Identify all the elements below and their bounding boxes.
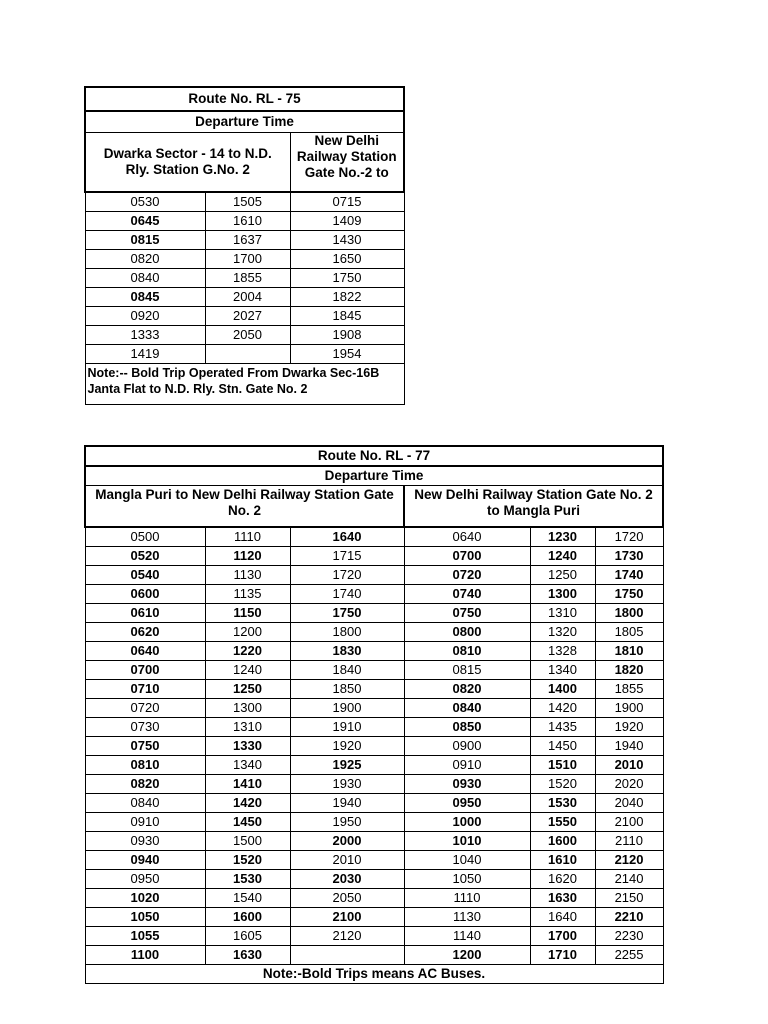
time-cell: 1800 <box>595 604 663 623</box>
time-cell: 1530 <box>530 794 595 813</box>
time-cell: 0840 <box>85 269 205 288</box>
time-cell: 1540 <box>205 889 290 908</box>
time-cell: 1020 <box>85 889 205 908</box>
time-cell: 0840 <box>404 699 530 718</box>
table-row <box>85 737 663 756</box>
table-row <box>85 718 663 737</box>
rl77-rows <box>85 527 663 965</box>
table-row <box>85 192 404 212</box>
rl77-note: Note:-Bold Trips means AC Buses. <box>85 965 663 984</box>
time-cell: 1550 <box>530 813 595 832</box>
time-cell: 1520 <box>205 851 290 870</box>
time-cell: 1230 <box>530 527 595 547</box>
table-row <box>85 326 404 345</box>
rl75-direction-2 <box>290 133 404 193</box>
time-cell: 1610 <box>530 851 595 870</box>
time-cell: 0810 <box>85 756 205 775</box>
time-cell: 1715 <box>290 547 404 566</box>
time-cell: 1845 <box>290 307 404 326</box>
time-cell: 0540 <box>85 566 205 585</box>
time-cell: 1800 <box>290 623 404 642</box>
time-cell: 2100 <box>290 908 404 927</box>
table-row <box>85 623 663 642</box>
time-cell: 0720 <box>404 566 530 585</box>
time-cell: 1040 <box>404 851 530 870</box>
time-cell: 1805 <box>595 623 663 642</box>
time-cell: 1333 <box>85 326 205 345</box>
time-cell: 1630 <box>205 946 290 965</box>
table-row <box>85 775 663 794</box>
time-cell: 1630 <box>530 889 595 908</box>
time-cell: 1140 <box>404 927 530 946</box>
rl77-foot <box>85 965 663 984</box>
table-row <box>85 870 663 889</box>
time-cell <box>290 946 404 965</box>
time-cell: 2050 <box>205 326 290 345</box>
time-cell: 1900 <box>595 699 663 718</box>
time-cell: 1310 <box>205 718 290 737</box>
time-cell: 1600 <box>530 832 595 851</box>
time-cell: 2140 <box>595 870 663 889</box>
time-cell: 1409 <box>290 212 404 231</box>
time-cell: 0950 <box>404 794 530 813</box>
time-cell: 0810 <box>404 642 530 661</box>
time-cell: 1010 <box>404 832 530 851</box>
time-cell: 0710 <box>85 680 205 699</box>
time-cell: 1637 <box>205 231 290 250</box>
time-cell: 0750 <box>404 604 530 623</box>
time-cell: 1900 <box>290 699 404 718</box>
time-cell: 0840 <box>85 794 205 813</box>
table-row <box>85 566 663 585</box>
time-cell: 0910 <box>404 756 530 775</box>
time-cell: 2120 <box>595 851 663 870</box>
time-cell: 1530 <box>205 870 290 889</box>
rl75-body <box>85 87 404 192</box>
time-cell: 1250 <box>530 566 595 585</box>
time-cell: 1320 <box>530 623 595 642</box>
rl75-title: Route No. RL - 75 <box>85 87 404 111</box>
time-cell: 1750 <box>290 269 404 288</box>
time-cell: 1135 <box>205 585 290 604</box>
time-cell: 1328 <box>530 642 595 661</box>
rl77-subtitle: Departure Time <box>85 466 663 486</box>
time-cell: 0700 <box>404 547 530 566</box>
time-cell: 1730 <box>595 547 663 566</box>
table-row <box>85 680 663 699</box>
time-cell: 1620 <box>530 870 595 889</box>
time-cell: 0820 <box>404 680 530 699</box>
time-cell: 1930 <box>290 775 404 794</box>
time-cell: 0815 <box>85 231 205 250</box>
rl77-direction-2: New Delhi Railway Station Gate No. 2 to Mangla Puri <box>404 486 663 528</box>
time-cell: 1810 <box>595 642 663 661</box>
time-cell: 0500 <box>85 527 205 547</box>
time-cell: 2040 <box>595 794 663 813</box>
time-cell: 1908 <box>290 326 404 345</box>
time-cell: 1750 <box>290 604 404 623</box>
time-cell: 2004 <box>205 288 290 307</box>
rl75-note: Note:-- Bold Trip Operated From Dwarka Sec-16B Janta Flat to N.D. Rly. Stn. Gate No. 2 <box>85 364 404 405</box>
time-cell: 1520 <box>530 775 595 794</box>
time-cell: 1820 <box>595 661 663 680</box>
time-cell: 1720 <box>290 566 404 585</box>
time-cell: 0930 <box>85 832 205 851</box>
table-row <box>85 604 663 623</box>
table-row <box>85 288 404 307</box>
table-row <box>85 851 663 870</box>
time-cell: 1430 <box>290 231 404 250</box>
time-cell: 0645 <box>85 212 205 231</box>
time-cell: 2255 <box>595 946 663 965</box>
table-row <box>85 345 404 364</box>
time-cell: 1950 <box>290 813 404 832</box>
time-cell: 1740 <box>290 585 404 604</box>
time-cell: 0620 <box>85 623 205 642</box>
table-row <box>85 661 663 680</box>
time-cell: 1240 <box>205 661 290 680</box>
time-cell: 1850 <box>290 680 404 699</box>
time-cell: 1300 <box>205 699 290 718</box>
table-row <box>85 642 663 661</box>
time-cell: 0715 <box>290 192 404 212</box>
time-cell: 1500 <box>205 832 290 851</box>
time-cell: 0950 <box>85 870 205 889</box>
table-row <box>85 756 663 775</box>
table-row <box>85 585 663 604</box>
time-cell: 2020 <box>595 775 663 794</box>
time-cell: 1720 <box>595 527 663 547</box>
rl75-direction-1: Dwarka Sector - 14 to N.D. Rly. Station G.No. 2 <box>85 133 290 193</box>
table-row <box>85 832 663 851</box>
table-row <box>85 547 663 566</box>
time-cell: 0740 <box>404 585 530 604</box>
time-cell: 1450 <box>205 813 290 832</box>
table-row <box>85 212 404 231</box>
time-cell: 1650 <box>290 250 404 269</box>
time-cell: 0900 <box>404 737 530 756</box>
time-cell: 0610 <box>85 604 205 623</box>
table-row <box>85 699 663 718</box>
table-row <box>85 813 663 832</box>
time-cell: 1830 <box>290 642 404 661</box>
time-cell: 1419 <box>85 345 205 364</box>
time-cell: 0720 <box>85 699 205 718</box>
time-cell: 2010 <box>290 851 404 870</box>
time-cell: 1855 <box>595 680 663 699</box>
time-cell: 0820 <box>85 250 205 269</box>
time-cell: 1605 <box>205 927 290 946</box>
time-cell: 1920 <box>595 718 663 737</box>
time-cell: 0800 <box>404 623 530 642</box>
time-cell: 2100 <box>595 813 663 832</box>
time-cell: 1330 <box>205 737 290 756</box>
time-cell: 1954 <box>290 345 404 364</box>
time-cell: 1700 <box>530 927 595 946</box>
table-row <box>85 794 663 813</box>
time-cell: 1240 <box>530 547 595 566</box>
table-row <box>85 527 663 547</box>
route-rl75-table <box>84 86 405 405</box>
time-cell: 0815 <box>404 661 530 680</box>
time-cell: 1610 <box>205 212 290 231</box>
time-cell: 1710 <box>530 946 595 965</box>
time-cell: 1420 <box>205 794 290 813</box>
table-row <box>85 269 404 288</box>
time-cell: 0640 <box>404 527 530 547</box>
time-cell: 0910 <box>85 813 205 832</box>
table-row <box>85 946 663 965</box>
route-rl77-table <box>84 445 664 984</box>
time-cell: 2230 <box>595 927 663 946</box>
table-row <box>85 889 663 908</box>
time-cell: 1640 <box>530 908 595 927</box>
rl77-direction-1: Mangla Puri to New Delhi Railway Station Gate No. 2 <box>85 486 404 528</box>
time-cell: 0700 <box>85 661 205 680</box>
time-cell: 1130 <box>404 908 530 927</box>
time-cell: 0850 <box>404 718 530 737</box>
rl75-foot <box>85 364 404 405</box>
time-cell: 1410 <box>205 775 290 794</box>
table-row <box>85 250 404 269</box>
time-cell: 1435 <box>530 718 595 737</box>
time-cell: 1000 <box>404 813 530 832</box>
time-cell: 2150 <box>595 889 663 908</box>
table-row <box>85 908 663 927</box>
time-cell: 2027 <box>205 307 290 326</box>
time-cell: 1200 <box>404 946 530 965</box>
time-cell: 1250 <box>205 680 290 699</box>
time-cell: 0520 <box>85 547 205 566</box>
time-cell: 1740 <box>595 566 663 585</box>
time-cell: 2120 <box>290 927 404 946</box>
time-cell: 1050 <box>404 870 530 889</box>
time-cell: 1300 <box>530 585 595 604</box>
time-cell: 1840 <box>290 661 404 680</box>
time-cell: 1150 <box>205 604 290 623</box>
time-cell: 1200 <box>205 623 290 642</box>
time-cell: 1910 <box>290 718 404 737</box>
time-cell: 1750 <box>595 585 663 604</box>
time-cell: 1220 <box>205 642 290 661</box>
time-cell: 1110 <box>404 889 530 908</box>
time-cell: 1100 <box>85 946 205 965</box>
time-cell: 1340 <box>530 661 595 680</box>
rl75-rows <box>85 192 404 364</box>
time-cell: 0820 <box>85 775 205 794</box>
rl77-title: Route No. RL - 77 <box>85 446 663 466</box>
time-cell: 0600 <box>85 585 205 604</box>
time-cell: 1640 <box>290 527 404 547</box>
table-row <box>85 231 404 250</box>
time-cell: 1505 <box>205 192 290 212</box>
time-cell: 2000 <box>290 832 404 851</box>
time-cell: 0750 <box>85 737 205 756</box>
time-cell: 0845 <box>85 288 205 307</box>
time-cell: 1420 <box>530 699 595 718</box>
time-cell: 1940 <box>290 794 404 813</box>
table-row <box>85 307 404 326</box>
time-cell: 1400 <box>530 680 595 699</box>
time-cell: 1600 <box>205 908 290 927</box>
time-cell: 2010 <box>595 756 663 775</box>
time-cell: 2030 <box>290 870 404 889</box>
time-cell: 0920 <box>85 307 205 326</box>
time-cell: 0530 <box>85 192 205 212</box>
time-cell: 1450 <box>530 737 595 756</box>
time-cell: 1120 <box>205 547 290 566</box>
time-cell: 1925 <box>290 756 404 775</box>
rl75-direction-2-text: New Delhi Railway Station Gate No.-2 to <box>296 133 397 180</box>
rl75-subtitle: Departure Time <box>85 111 404 133</box>
time-cell: 1700 <box>205 250 290 269</box>
time-cell: 0940 <box>85 851 205 870</box>
time-cell: 0640 <box>85 642 205 661</box>
table-row <box>85 927 663 946</box>
time-cell: 1920 <box>290 737 404 756</box>
time-cell: 1050 <box>85 908 205 927</box>
time-cell: 1130 <box>205 566 290 585</box>
time-cell <box>205 345 290 364</box>
time-cell: 2050 <box>290 889 404 908</box>
rl77-head <box>85 446 663 527</box>
time-cell: 1940 <box>595 737 663 756</box>
time-cell: 1822 <box>290 288 404 307</box>
time-cell: 1310 <box>530 604 595 623</box>
time-cell: 1055 <box>85 927 205 946</box>
time-cell: 1110 <box>205 527 290 547</box>
time-cell: 2210 <box>595 908 663 927</box>
time-cell: 0730 <box>85 718 205 737</box>
time-cell: 2110 <box>595 832 663 851</box>
time-cell: 1510 <box>530 756 595 775</box>
time-cell: 1340 <box>205 756 290 775</box>
time-cell: 0930 <box>404 775 530 794</box>
time-cell: 1855 <box>205 269 290 288</box>
